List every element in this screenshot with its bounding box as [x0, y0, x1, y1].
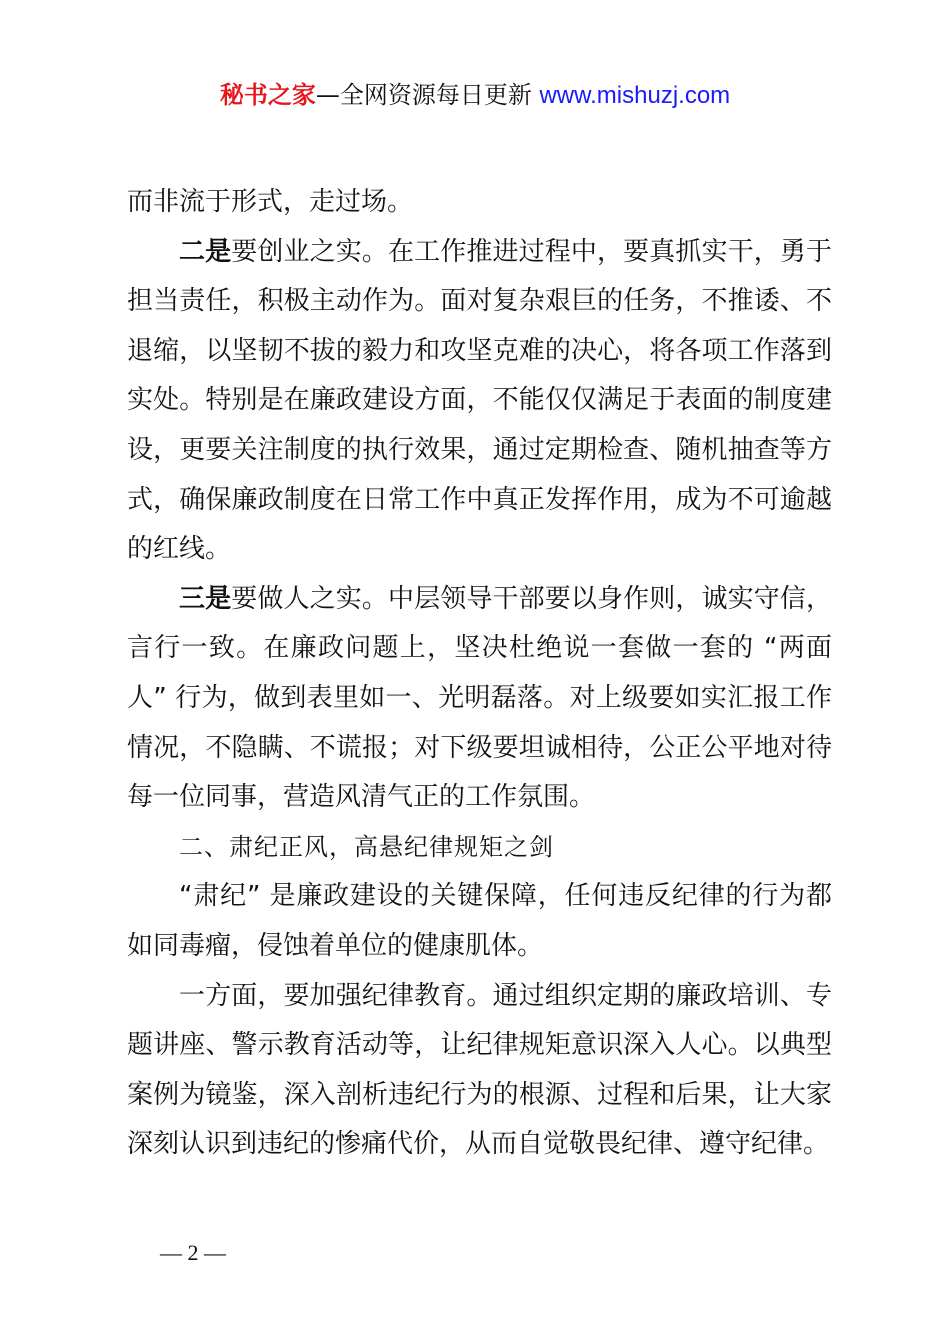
paragraph-discipline-education: 一方面，要加强纪律教育。通过组织定期的廉政培训、专题讲座、警示教育活动等，让纪律规矩意识深入人心。以典型案例为镜鉴，深入剖析违纪行为的根源、过程和后果，让大家深刻认识到违纪的惨痛代价，从而自觉敬畏纪律、遵守纪律。 — [127, 980, 832, 1160]
site-url: www.mishuzj.com — [539, 82, 731, 109]
paragraph-three-shi — [127, 575, 832, 823]
paragraph-text: 要创业之实。在工作推进过程中，要真抓实干，勇于担当责任，积极主动作为。面对复杂艰巨的任务，不推诿、不退缩，以坚韧不拔的毅力和攻坚克难的决心，将各项工作落到实处。特别是在廉政建设方面，不能仅仅满足于表面的制度建设，更要关注制度的执行效果，通过定期检查、随机抽查等方式，确保廉政制度在日常工作中真正发挥作用，成为不可逾越的红线。 — [127, 236, 832, 565]
site-header — [0, 78, 950, 113]
section-heading: 二、肃纪正风，高悬纪律规矩之剑 — [179, 832, 554, 861]
site-brand: 秘书之家 — [219, 81, 316, 109]
paragraph-text: 要做人之实。中层领导干部要以身作则，诚实守信，言行一致。在廉政问题上，坚决杜绝说一套做一套的 “两面人” 行为，做到表里如一、光明磊落。对上级要如实汇报工作情况，不隐瞒、不谎报；对下级要坦诚相待，公正公平地对待每一位同事，营造风清气正的工作氛围。 — [127, 583, 832, 813]
site-tagline: —全网资源每日更新 — [315, 81, 540, 109]
paragraph-suji: “肃纪” 是廉政建设的关键保障，任何违反纪律的行为都如同毒瘤，侵蚀着单位的健康肌体。 — [127, 881, 832, 961]
paragraph-lead: 三是 — [179, 583, 232, 614]
paragraph-continuation: 而非流于形式，走过场。 — [127, 187, 414, 217]
document-body — [127, 178, 832, 1170]
page-number: — 2 — — [160, 1240, 226, 1265]
paragraph-lead: 二是 — [179, 236, 232, 267]
paragraph-two-shi — [127, 228, 832, 575]
